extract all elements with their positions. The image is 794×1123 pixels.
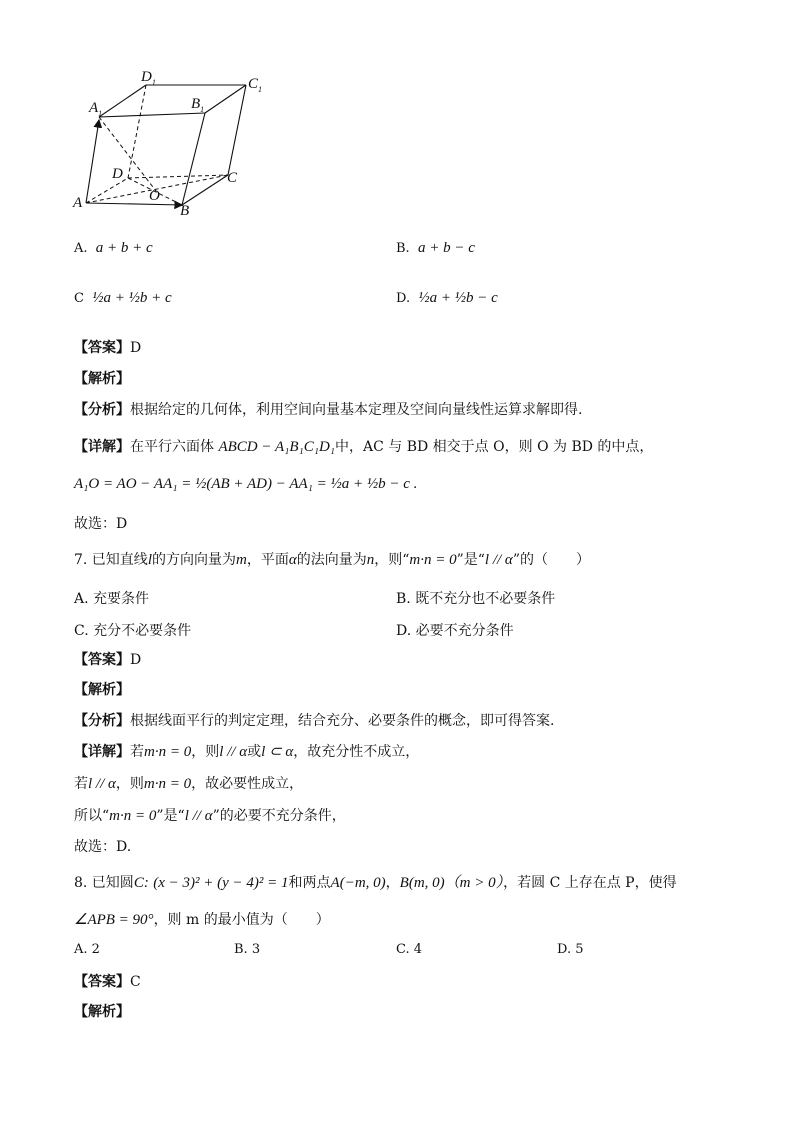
q6-conclusion: 故选：D (74, 516, 128, 532)
q7-fenxi: 【分析】根据线面平行的判定定理，结合充分、必要条件的概念，即可得答案. (74, 713, 555, 729)
label-C1: $C_1$ (248, 76, 263, 94)
label-B1: $B_1$ (191, 96, 205, 114)
q6-xiangjie: 【详解】在平行六面体 ABCD − A₁B₁C₁D₁中，AC 与 BD 相交于点 O，则 O 为 BD 的中点， (74, 439, 654, 455)
q8-stem-line2: ∠APB = 90°，则 m 的最小值为（ ） (74, 912, 330, 928)
q7-option-a: A. 充要条件 (74, 591, 150, 607)
q8-analysis-heading: 【解析】 (74, 1004, 130, 1020)
q8-option-a: A. 2 (74, 942, 100, 957)
q6-option-a: A. a + b + c (74, 240, 153, 256)
label-D1: $D_1$ (141, 69, 156, 87)
q8-stem-line1: 8. 已知圆C: (x − 3)² + (y − 4)² = 1和两点A(−m, 0)，B(m, 0)（m > 0），若圆 C 上存在点 P，使得 (74, 875, 677, 891)
label-B: B (180, 203, 190, 219)
q7-option-c: C. 充分不必要条件 (74, 623, 192, 639)
q8-option-d: D. 5 (557, 942, 584, 957)
q7-answer: 【答案】D (74, 652, 142, 668)
q6-formula: A₁O = AO − AA₁ = ½(AB + AD) − AA₁ = ½a + ½b − c . (74, 476, 418, 492)
q7-stem: 7. 已知直线l的方向向量为m，平面α的法向量为n，则“m·n = 0”是“l // α”的（ ） (74, 552, 590, 568)
q6-analysis-heading: 【解析】 (74, 371, 130, 387)
q7-xiangjie-line1: 【详解】若m·n = 0，则l // α或l ⊂ α，故充分性不成立， (74, 744, 420, 760)
q6-option-d: D. ½a + ½b − c (396, 290, 498, 306)
label-A1: $A_1$ (89, 100, 103, 118)
q6-option-b: B. a + b − c (396, 240, 475, 256)
q7-option-b: B. 既不充分也不必要条件 (396, 591, 556, 607)
q6-answer: 【答案】D (74, 340, 142, 356)
q8-answer: 【答案】C (74, 974, 141, 990)
label-O: O (149, 188, 160, 204)
q8-option-c: C. 4 (396, 942, 423, 957)
label-A: A (73, 195, 83, 211)
q8-option-b: B. 3 (234, 942, 261, 957)
label-C: C (227, 170, 238, 186)
q7-analysis-heading: 【解析】 (74, 682, 130, 698)
q7-conclusion: 故选：D. (74, 839, 132, 855)
q7-xiangjie-line3: 所以“m·n = 0”是“l // α”的必要不充分条件， (74, 808, 346, 824)
q7-xiangjie-line2: 若l // α，则m·n = 0，故必要性成立， (74, 776, 304, 792)
q6-fenxi: 【分析】根据给定的几何体，利用空间向量基本定理及空间向量线性运算求解即得. (74, 402, 583, 418)
label-D: D (112, 166, 123, 182)
parallelepiped-figure (68, 64, 268, 224)
q7-option-d: D. 必要不充分条件 (396, 623, 514, 639)
q6-option-c: C ½a + ½b + c (74, 290, 172, 306)
